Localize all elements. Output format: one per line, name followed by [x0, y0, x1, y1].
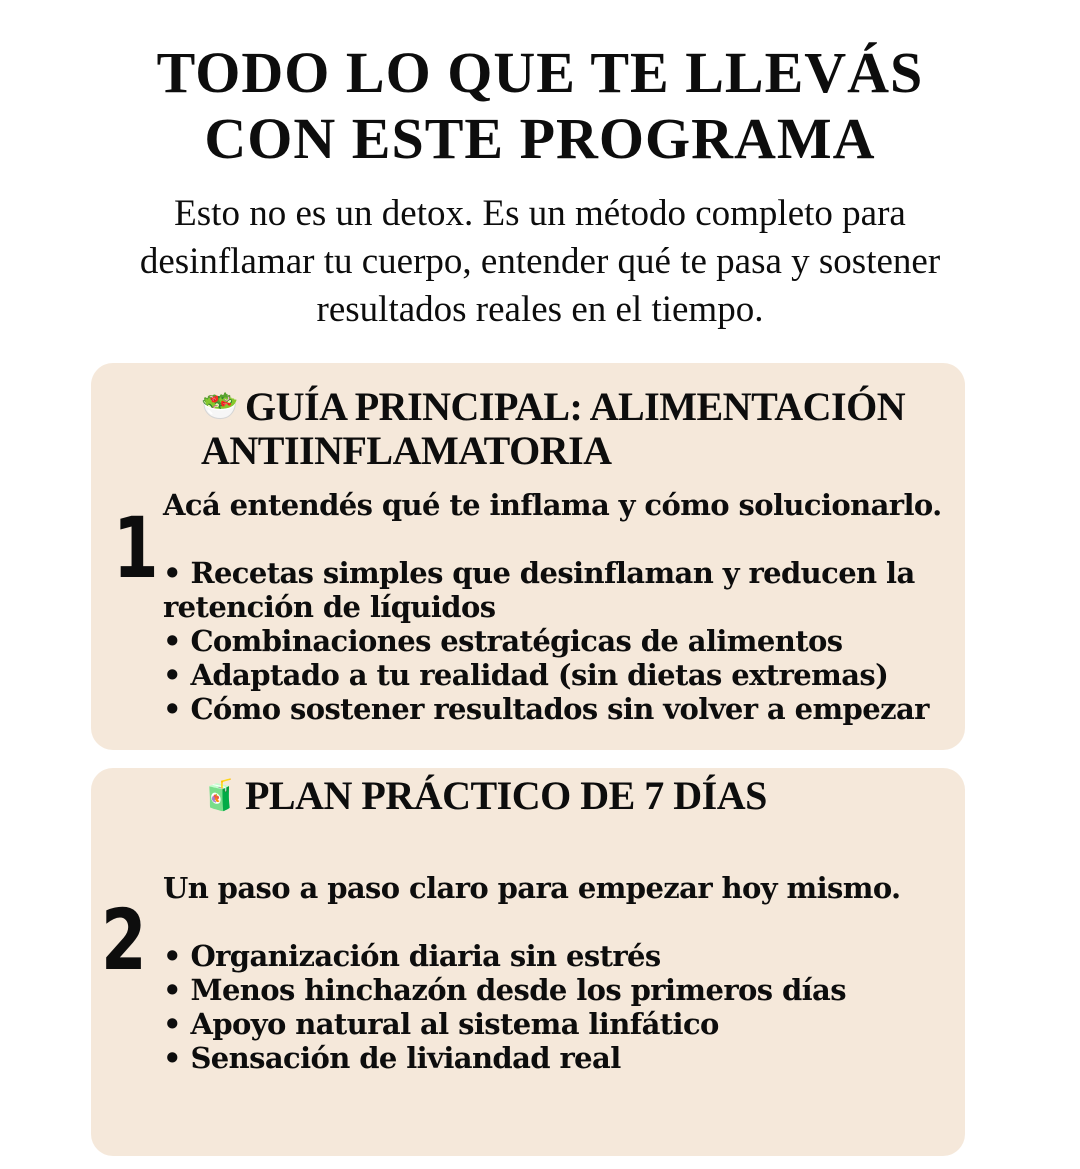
card-body — [163, 488, 953, 726]
bullet-item: • Cómo sostener resultados sin volver a empezar — [163, 692, 953, 726]
card-intro: Acá entendés qué te inflama y cómo solucionarlo. — [163, 488, 942, 522]
bullet-item: • Organización diaria sin estrés — [163, 939, 953, 973]
feature-card-7-day-plan — [91, 768, 965, 1156]
bullet-item: • Recetas simples que desinflaman y reducen la retención de líquidos — [163, 556, 953, 624]
feature-card-main-guide — [91, 363, 965, 750]
subtitle-line: desinflamar tu cuerpo, entender qué te pasa y sostener — [139, 241, 941, 282]
bullet-item: • Sensación de liviandad real — [163, 1041, 953, 1075]
bullet-list — [163, 939, 953, 1075]
page-title — [0, 40, 1080, 172]
bullet-item: • Adaptado a tu realidad (sin dietas extremas) — [163, 658, 953, 692]
card-heading — [201, 385, 961, 473]
bullet-item: • Combinaciones estratégicas de alimentos — [163, 624, 953, 658]
card-body — [163, 871, 953, 1075]
bullet-item: • Apoyo natural al sistema linfático — [163, 1007, 953, 1041]
card-heading-text: PLAN PRÁCTICO DE 7 DÍAS — [245, 773, 767, 818]
subtitle-line: Esto no es un detox. Es un método completo para — [174, 193, 906, 234]
card-number: 1 — [113, 499, 159, 597]
page-subtitle — [20, 190, 1060, 334]
card-number: 2 — [101, 891, 147, 989]
subtitle-line: resultados reales en el tiempo. — [316, 289, 764, 330]
title-line: TODO LO QUE TE LLEVÁS — [156, 40, 924, 105]
card-heading-text: GUÍA PRINCIPAL: ALIMENTACIÓN ANTIINFLAMATORIA — [201, 384, 906, 473]
bullet-list — [163, 556, 953, 726]
salad-icon: 🥗 — [201, 390, 238, 423]
bullet-item: • Menos hinchazón desde los primeros días — [163, 973, 953, 1007]
card-heading — [201, 774, 961, 818]
card-intro: Un paso a paso claro para empezar hoy mismo. — [163, 871, 901, 905]
title-line: CON ESTE PROGRAMA — [204, 106, 876, 171]
juice-box-icon: 🧃 — [201, 779, 238, 812]
